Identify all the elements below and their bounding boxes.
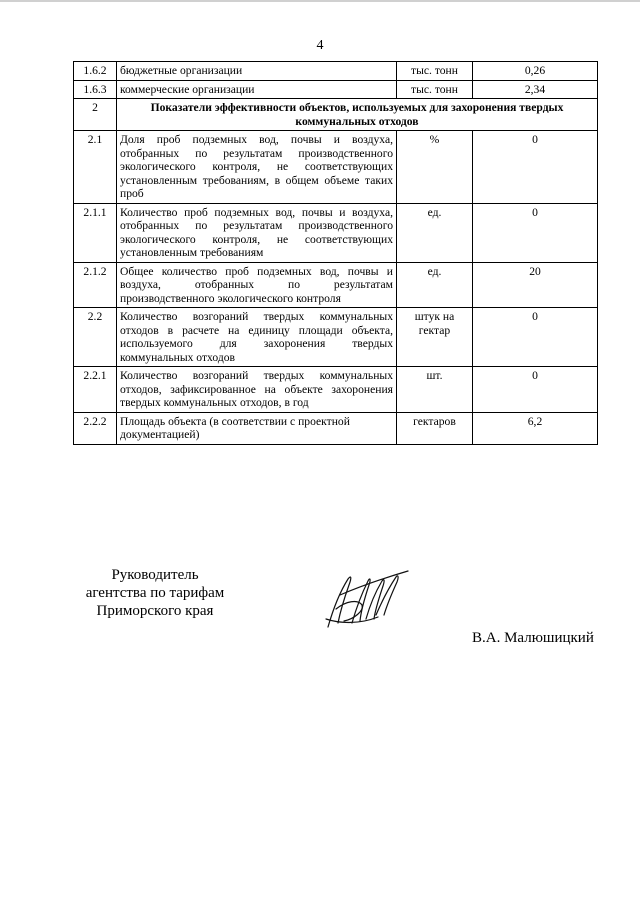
row-number: 1.6.2 — [74, 62, 117, 81]
row-unit: шт. — [397, 367, 473, 413]
row-value: 0 — [473, 131, 598, 204]
row-description: Количество проб подземных вод, почвы и воздуха, отобранных по результатам производственного экологического контроля, не соответствующих установленным требованиям — [117, 203, 397, 262]
row-unit: тыс. тонн — [397, 80, 473, 99]
row-description: Общее количество проб подземных вод, почвы и воздуха, отобранных по результатам производственного экологического контроля — [117, 262, 397, 308]
row-number: 2.1 — [74, 131, 117, 204]
row-value: 0 — [473, 308, 598, 367]
row-description: бюджетные организации — [117, 62, 397, 81]
table-row — [74, 131, 598, 204]
row-description: коммерческие организации — [117, 80, 397, 99]
row-unit: гектаров — [397, 412, 473, 444]
section-title: Показатели эффективности объектов, используемых для захоронения твердых коммунальных отходов — [117, 99, 598, 131]
table-row — [74, 262, 598, 308]
handwritten-signature — [318, 565, 414, 635]
signer-position-line: Приморского края — [96, 603, 214, 619]
signer-position — [80, 566, 230, 620]
table-row — [74, 62, 598, 81]
signer-position-line: агентства по тарифам — [85, 585, 225, 601]
row-unit: % — [397, 131, 473, 204]
row-number: 2.2.2 — [74, 412, 117, 444]
table-row — [74, 80, 598, 99]
row-number: 2.1.2 — [74, 262, 117, 308]
scan-top-edge — [0, 0, 640, 2]
row-description: Доля проб подземных вод, почвы и воздуха, отобранных по результатам производственного экологического контроля, не соответствующих установленным требованиям, в общем объеме таких проб — [117, 131, 397, 204]
section-header-row — [74, 99, 598, 131]
indicators-table — [73, 61, 598, 445]
row-number: 2.2 — [74, 308, 117, 367]
row-value: 20 — [473, 262, 598, 308]
signer-name: В.А. Малюшицкий — [472, 630, 594, 646]
row-value: 0 — [473, 367, 598, 413]
row-unit: тыс. тонн — [397, 62, 473, 81]
row-value: 2,34 — [473, 80, 598, 99]
signer-position-line: Руководитель — [111, 567, 199, 583]
row-description: Количество возгораний твердых коммунальных отходов, зафиксированное на объекте захоронения твердых коммунальных отходов, в год — [117, 367, 397, 413]
row-value: 6,2 — [473, 412, 598, 444]
section-number: 2 — [74, 99, 117, 131]
row-unit: ед. — [397, 262, 473, 308]
row-number: 1.6.3 — [74, 80, 117, 99]
row-number: 2.1.1 — [74, 203, 117, 262]
row-value: 0 — [473, 203, 598, 262]
row-number: 2.2.1 — [74, 367, 117, 413]
row-unit: ед. — [397, 203, 473, 262]
table-row — [74, 203, 598, 262]
table-row — [74, 367, 598, 413]
row-unit: штук на гектар — [397, 308, 473, 367]
row-value: 0,26 — [473, 62, 598, 81]
row-description: Площадь объекта (в соответствии с проектной документацией) — [117, 412, 397, 444]
row-description: Количество возгораний твердых коммунальных отходов в расчете на единицу площади объекта, используемого для захоронения твердых коммунальных отходов — [117, 308, 397, 367]
table-row — [74, 412, 598, 444]
page-number: 4 — [316, 38, 324, 53]
table-row — [74, 308, 598, 367]
